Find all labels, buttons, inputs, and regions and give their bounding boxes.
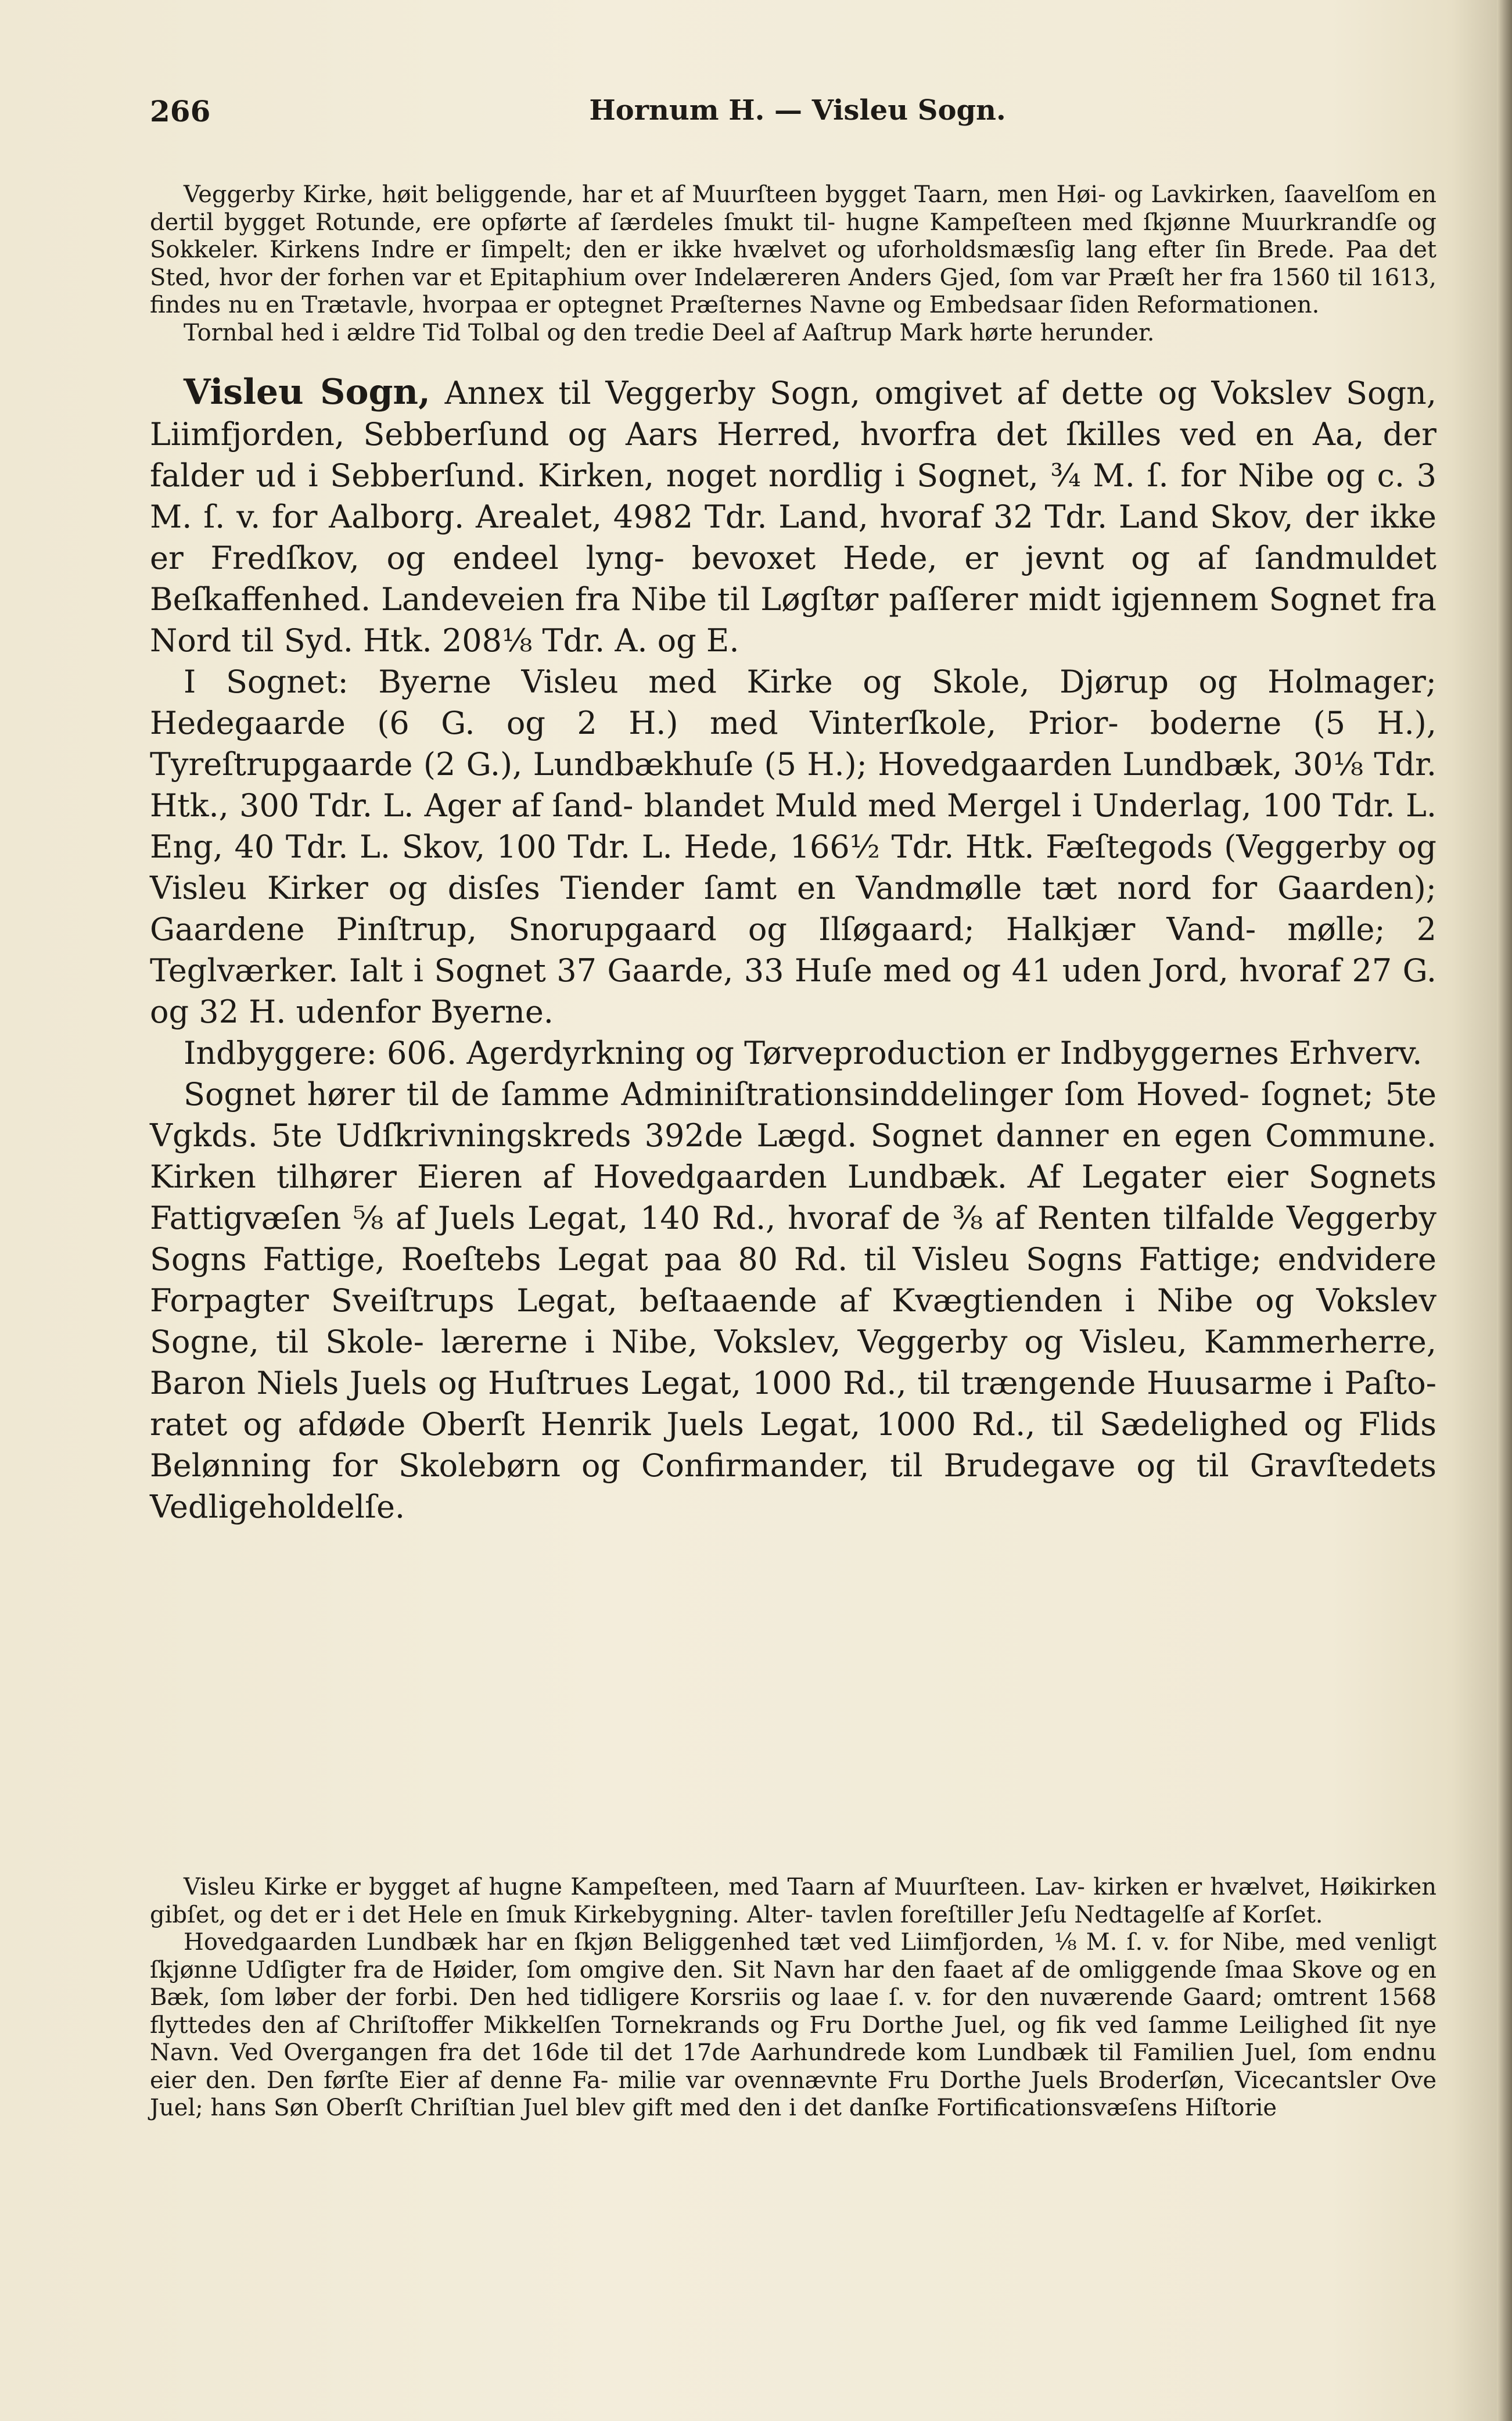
- article-paragraph: Sognet hører til de ſamme Adminiſtrationsinddelinger ſom Hoved- ſognet; 5te Vgkds. 5te Udſkrivningskreds 392de Lægd. Sognet danner en egen Commune. Kirken tilhører Eieren af Hovedgaarden Lundbæk. Af Legater eier Sognets Fattigvæſen ⅝ af Juels Legat, 140 Rd., hvoraf de ⅜ af Renten tilfalde Veggerby Sogns Fattige, Roeſtebs Legat paa 80 Rd. til Visleu Sogns Fattige; endvidere Forpagter Sveiſtrups Legat, beſtaaende af Kvægtienden i Nibe og Vokslev Sogne, til Skole- lærerne i Nibe, Vokslev, Veggerby og Visleu, Kammerherre, Baron Niels Juels og Huſtrues Legat, 1000 Rd., til trængende Huusarme i Paſto- ratet og afdøde Oberſt Henrik Juels Legat, 1000 Rd., til Sædelighed og Flids Belønning for Skolebørn og Confirmander, til Brudegave og til Gravſtedets Vedligeholdelſe.: [150, 1076, 1436, 1525]
- page-edge-shadow: [1497, 0, 1512, 2421]
- intro-section: [150, 181, 1436, 347]
- running-head: Hornum H. — Visleu Sogn.: [589, 94, 1006, 127]
- parish-article: [150, 372, 1436, 1527]
- note-paragraph: Visleu Kirke er bygget af hugne Kampeſteen, med Taarn af Muurſteen. Lav- kirken er hvælvet, Høikirken gibſet, og det er i det Hele en ſmuk Kirkebygning. Alter- tavlen foreſtiller Jeſu Nedtagelſe af Korſet.: [150, 1874, 1436, 1928]
- intro-paragraph: Veggerby Kirke, høit beliggende, har et af Muurſteen bygget Taarn, men Høi- og Lavkirken, ſaavelſom en dertil bygget Rotunde, ere opførte af ſærdeles ſmukt til- hugne Kampeſteen med ſkjønne Muurkrandſe og Sokkeler. Kirkens Indre er ſimpelt; den er ikke hvælvet og uforholdsmæsſig lang efter ſin Brede. Paa det Sted, hvor der forhen var et Epitaphium over Indelæreren Anders Gjed, ſom var Præſt her fra 1560 til 1613, findes nu en Trætavle, hvorpaa er optegnet Præſternes Navne og Embedsaar ſiden Reformationen.: [150, 181, 1436, 318]
- notes-section: [150, 1874, 1436, 2122]
- page-header: [150, 94, 1445, 135]
- article-heading: Visleu Sogn,: [184, 372, 430, 413]
- note-paragraph: Hovedgaarden Lundbæk har en ſkjøn Beliggenhed tæt ved Liimfjorden, ⅛ M. ſ. v. for Nibe, med venligt ſkjønne Udſigter fra de Høider, ſom omgive den. Sit Navn har den faaet af de omliggende ſmaa Skove og en Bæk, ſom løber der forbi. Den hed tidligere Korsriis og laae ſ. v. for den nuværende Gaard; omtrent 1568 flyttedes den af Chriſtoffer Mikkelſen Tornekrands og Fru Dorthe Juel, og fik ved ſamme Leilighed ſit nye Navn. Ved Overgangen fra det 16de til det 17de Aarhundrede kom Lundbæk til Familien Juel, ſom endnu eier den. Den førſte Eier af denne Fa- milie var ovennævnte Fru Dorthe Juels Broderſøn, Vicecantsler Ove Juel; hans Søn Oberſt Chriſtian Juel blev gift med den i det danſke Fortificationsvæſens Hiſtorie: [150, 1929, 1436, 2121]
- article-lead-paragraph: [150, 372, 1436, 661]
- intro-paragraph: Tornbal hed i ældre Tid Tolbal og den tredie Deel af Aaſtrup Mark hørte herunder.: [184, 319, 1155, 346]
- article-paragraph: I Sognet: Byerne Visleu med Kirke og Skole, Djørup og Holmager; Hedegaarde (6 G. og 2 H.) med Vinterſkole, Prior- boderne (5 H.), Tyreſtrupgaarde (2 G.), Lundbækhuſe (5 H.); Hovedgaarden Lundbæk, 30⅛ Tdr. Htk., 300 Tdr. L. Ager af ſand- blandet Muld med Mergel i Underlag, 100 Tdr. L. Eng, 40 Tdr. L. Skov, 100 Tdr. L. Hede, 166½ Tdr. Htk. Fæſtegods (Veggerby og Visleu Kirker og disſes Tiender ſamt en Vandmølle tæt nord for Gaarden); Gaardene Pinſtrup, Snorupgaard og Ilſøgaard; Halkjær Vand- mølle; 2 Teglværker. Ialt i Sognet 37 Gaarde, 33 Huſe med og 41 uden Jord, hvoraf 27 G. og 32 H. udenfor Byerne.: [150, 663, 1436, 1030]
- article-paragraph: Indbyggere: 606. Agerdyrkning og Tørveproduction er Indbyggernes Erhverv.: [184, 1035, 1423, 1071]
- page-number: 266: [150, 94, 211, 128]
- article-lead-text: Annex til Veggerby Sogn, omgivet af dette og Vokslev Sogn, Liimfjorden, Sebberſund og Aars Herred, hvorfra det ſkilles ved en Aa, der falder ud i Sebberſund. Kirken, noget nordlig i Sognet, ¾ M. ſ. for Nibe og c. 3 M. ſ. v. for Aalborg. Arealet, 4982 Tdr. Land, hvoraf 32 Tdr. Land Skov, der ikke er Fredſkov, og endeel lyng- bevoxet Hede, er jevnt og af ſandmuldet Beſkaffenhed. Landeveien fra Nibe til Løgſtør paſſerer midt igjennem Sognet fra Nord til Syd. Htk. 208⅛ Tdr. A. og E.: [150, 375, 1436, 659]
